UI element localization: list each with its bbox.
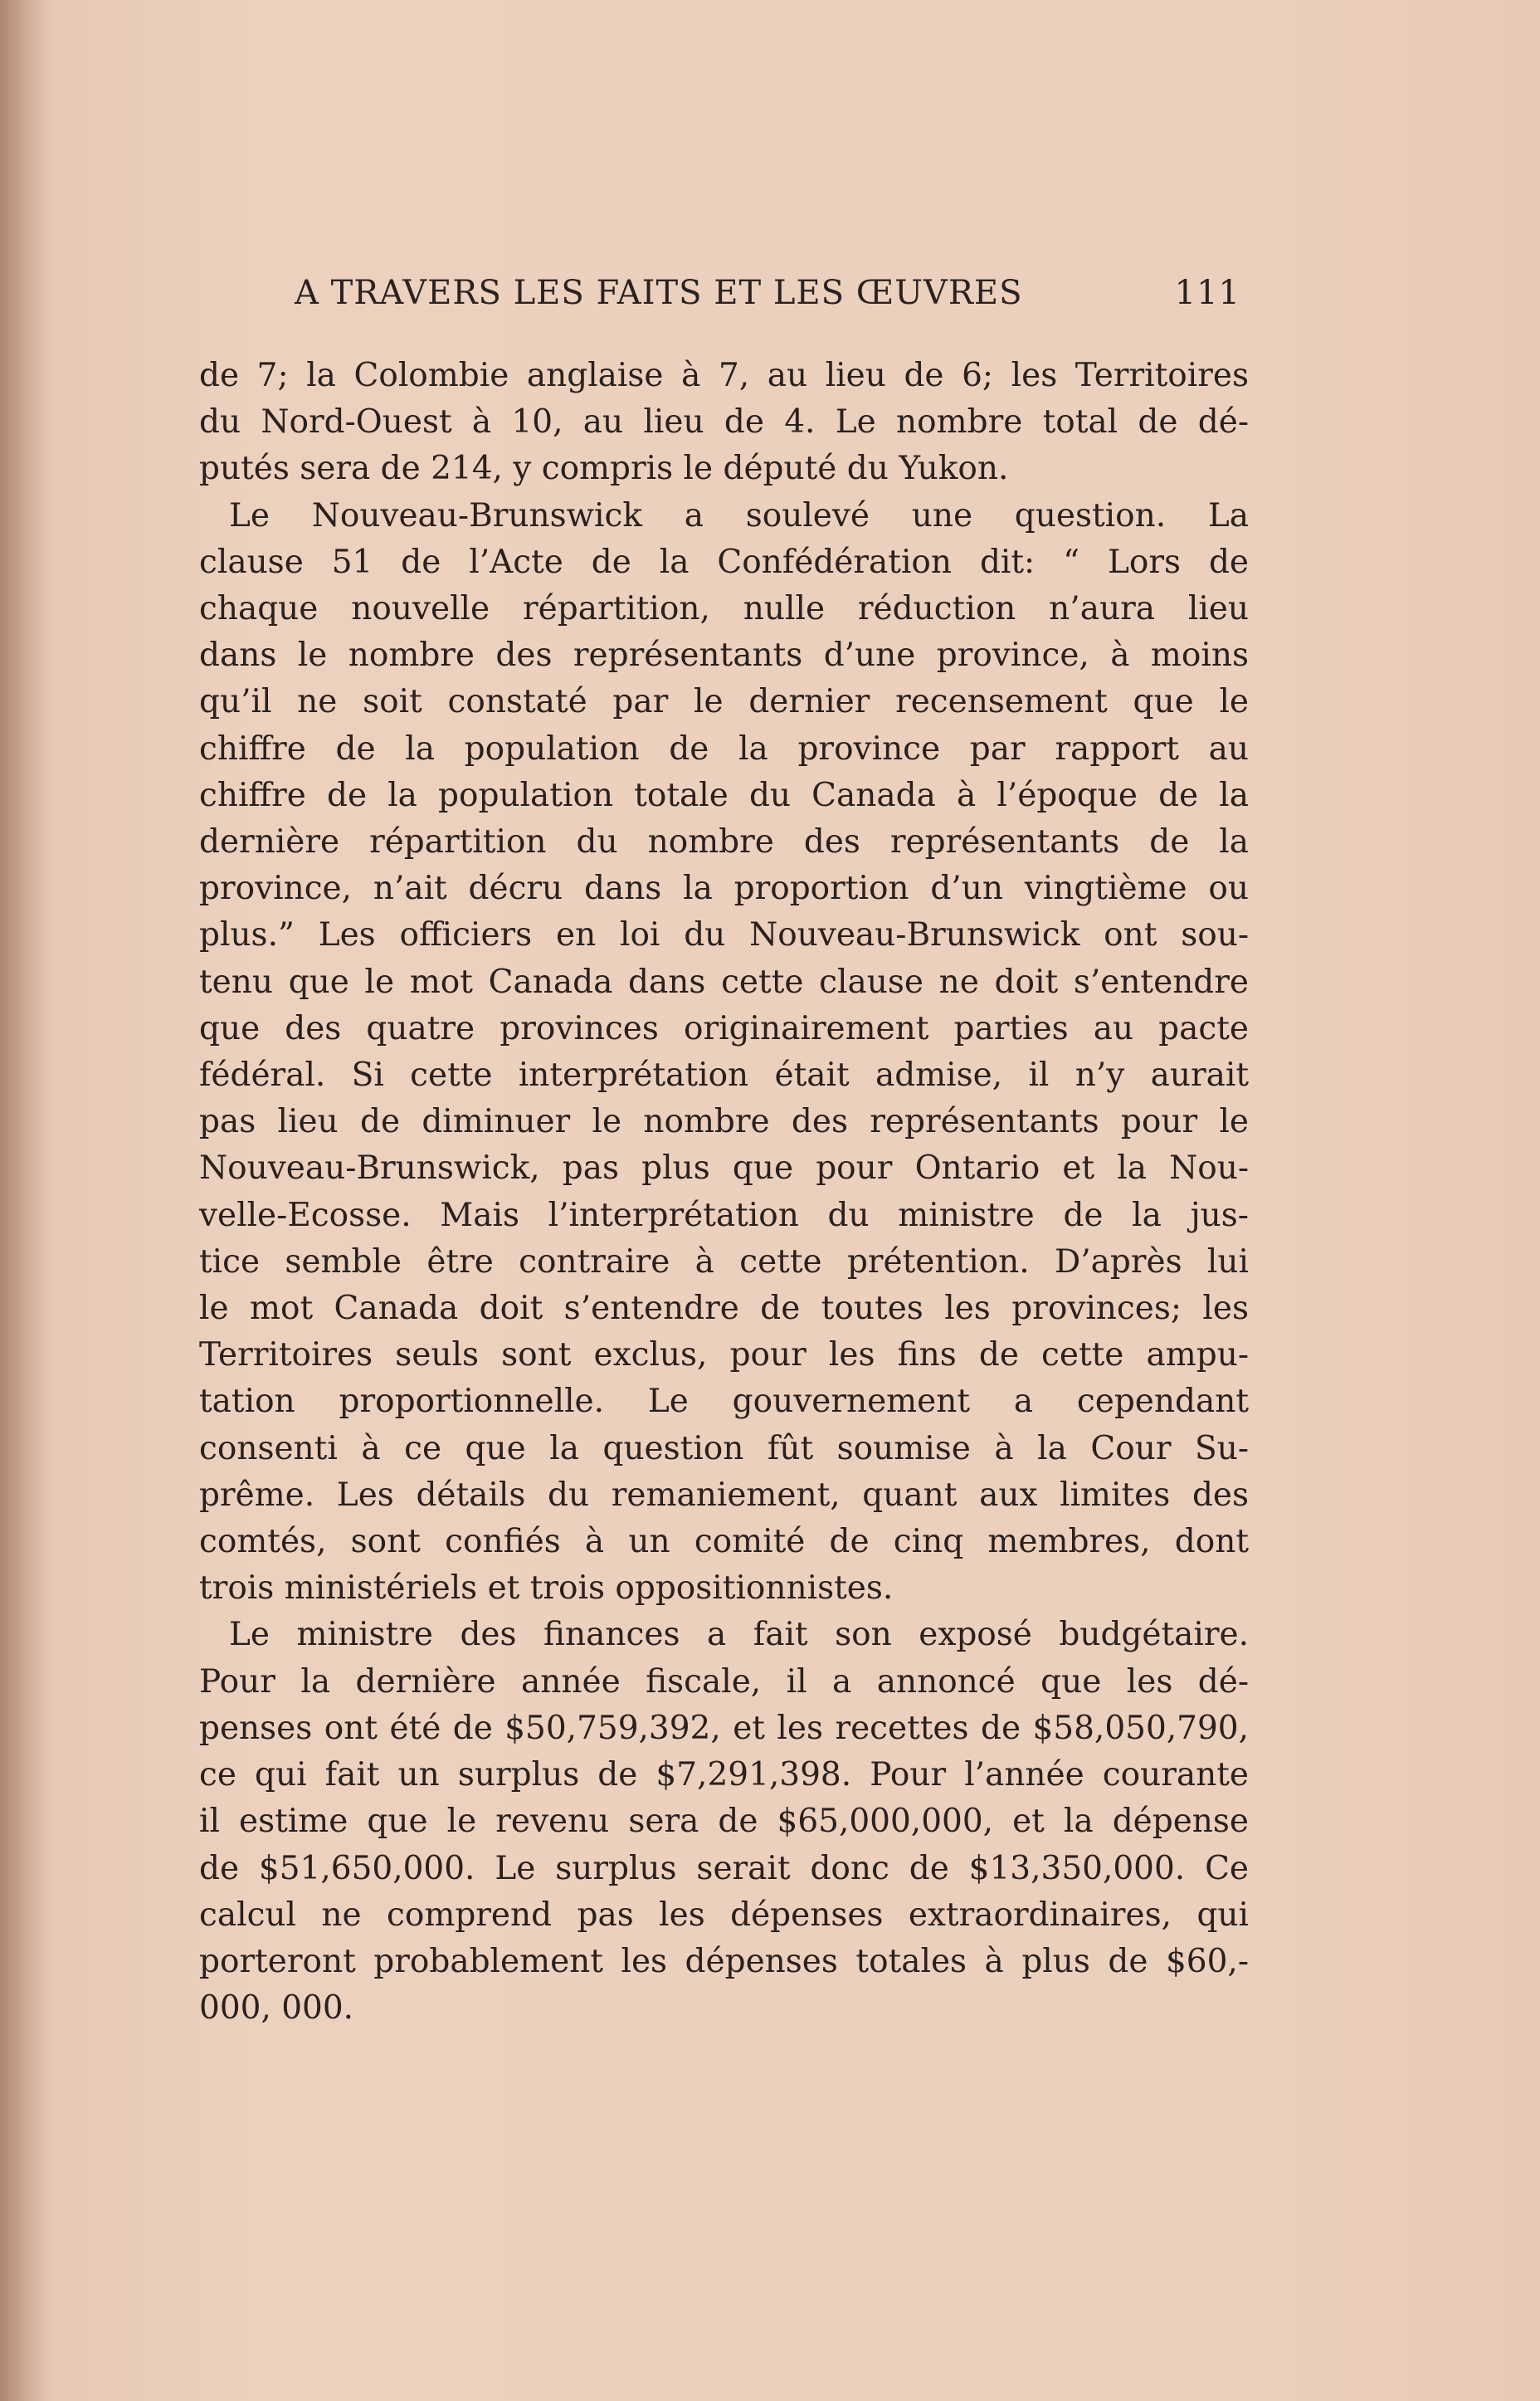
text-line: Territoires seuls sont exclus, pour les fins de cette ampu-	[199, 1336, 1249, 1374]
page-number: 111	[1174, 274, 1240, 312]
text-line: trois ministériels et trois oppositionnistes.	[199, 1569, 894, 1608]
text-line: province, n’ait décru dans la proportion d’un vingtième ou	[199, 870, 1249, 908]
text-line: du Nord-Ouest à 10, au lieu de 4. Le nombre total de dé-	[199, 403, 1249, 442]
text-line: penses ont été de $50,759,392, et les recettes de $58,050,790,	[199, 1709, 1249, 1747]
text-line: porteront probablement les dépenses totales à plus de $60,-	[199, 1942, 1249, 1980]
text-line: tice semble être contraire à cette prétention. D’après lui	[199, 1242, 1249, 1281]
text-line: de $51,650,000. Le surplus serait donc de $13,350,000. Ce	[199, 1849, 1249, 1887]
text-line: chiffre de la population totale du Canada à l’époque de la	[199, 776, 1249, 814]
text-line: tenu que le mot Canada dans cette clause ne doit s’entendre	[199, 963, 1249, 1001]
text-line: pas lieu de diminuer le nombre des représentants pour le	[199, 1103, 1249, 1141]
paragraph	[199, 1612, 1249, 2032]
text-line: le mot Canada doit s’entendre de toutes les provinces; les	[199, 1290, 1249, 1328]
text-line: 000, 000.	[199, 1989, 354, 2028]
body-text	[199, 353, 1249, 2032]
text-line: Pour la dernière année fiscale, il a annoncé que les dé-	[199, 1662, 1249, 1701]
text-line: plus.” Les officiers en loi du Nouveau-Brunswick ont sou-	[199, 916, 1249, 954]
text-line: dans le nombre des représentants d’une province, à moins	[199, 637, 1249, 675]
text-line: il estime que le revenu sera de $65,000,000, et la dépense	[199, 1803, 1249, 1841]
text-line: chiffre de la population de la province par rapport au	[199, 730, 1249, 768]
page-gutter-shadow	[0, 0, 46, 2401]
text-line: comtés, sont confiés à un comité de cinq membres, dont	[199, 1523, 1249, 1561]
paragraph	[199, 493, 1249, 1613]
text-line: velle-Ecosse. Mais l’interprétation du ministre de la jus-	[199, 1196, 1249, 1234]
page-header	[295, 274, 1240, 324]
text-line: tation proportionnelle. Le gouvernement a cependant	[199, 1383, 1249, 1421]
text-line: Nouveau-Brunswick, pas plus que pour Ontario et la Nou-	[199, 1149, 1249, 1188]
text-line: dernière répartition du nombre des représentants de la	[199, 823, 1249, 861]
text-line: chaque nouvelle répartition, nulle réduction n’aura lieu	[199, 590, 1249, 628]
text-line: fédéral. Si cette interprétation était admise, il n’y aurait	[199, 1057, 1249, 1095]
text-line: Le ministre des finances a fait son exposé budgétaire.	[229, 1616, 1249, 1654]
text-line: Le Nouveau-Brunswick a soulevé une question. La	[229, 496, 1249, 534]
text-line: de 7; la Colombie anglaise à 7, au lieu de 6; les Territoires	[199, 357, 1249, 394]
text-line: clause 51 de l’Acte de la Confédération dit: “ Lors de	[199, 543, 1249, 581]
text-line: consenti à ce que la question fût soumise à la Cour Su-	[199, 1429, 1249, 1467]
text-line: calcul ne comprend pas les dépenses extraordinaires, qui	[199, 1896, 1249, 1934]
paragraph	[199, 353, 1249, 493]
text-line: prême. Les détails du remaniement, quant aux limites des	[199, 1476, 1249, 1514]
text-line: qu’il ne soit constaté par le dernier recensement que le	[199, 683, 1249, 721]
running-title: A TRAVERS LES FAITS ET LES ŒUVRES	[295, 274, 1023, 312]
text-line: ce qui fait un surplus de $7,291,398. Pour l’année courante	[199, 1756, 1249, 1794]
text-line: putés sera de 214, y compris le député du Yukon.	[199, 450, 1009, 488]
text-line: que des quatre provinces originairement parties au pacte	[199, 1009, 1249, 1047]
